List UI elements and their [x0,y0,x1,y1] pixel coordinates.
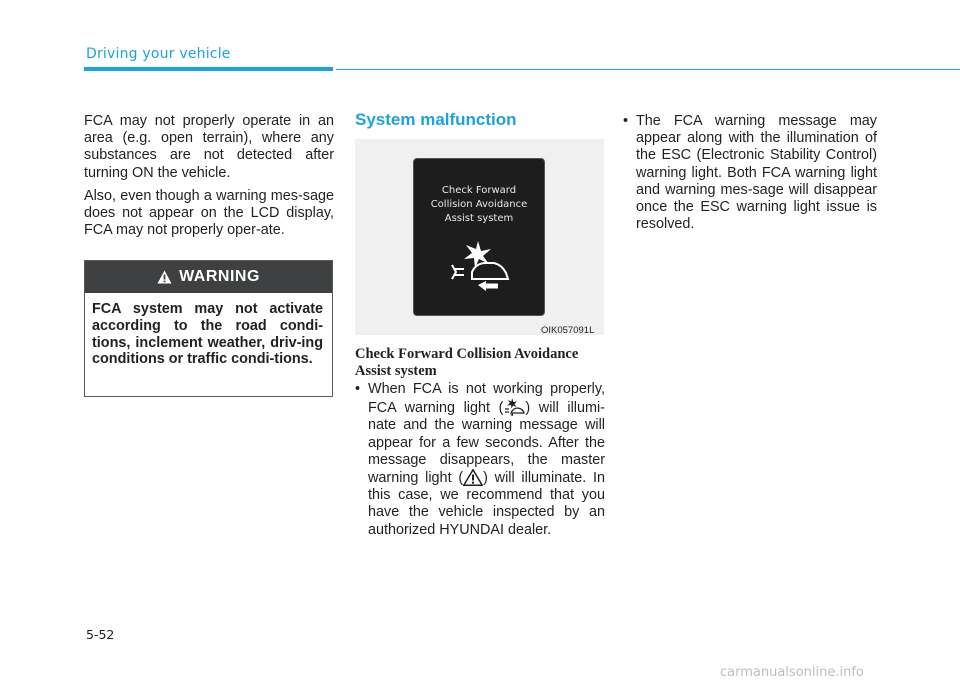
figure-code: OIK057091L [541,325,595,336]
header-accent-bar [84,67,333,71]
header-rule [336,69,960,70]
lcd-line-1: Check Forward [441,185,517,196]
warning-triangle-icon [157,270,172,284]
warning-header [85,261,332,293]
watermark: carmanualsonline.info [720,665,864,680]
bullet-text [368,381,605,539]
section-header-title: Driving your vehicle [86,46,231,62]
lcd-display [413,158,545,316]
lcd-message [414,184,544,226]
list-item [623,113,877,233]
bullet-text-part: ) will illuminate. In this case, we recommend that you have the vehicle inspected by an authorized HYUNDAI dealer. [368,470,605,538]
master-warning-triangle-icon [463,469,483,486]
warning-box [84,260,333,397]
paragraph-2: Also, even though a warning mes-sage does not appear on the LCD display, FCA may not properly oper-ate. [84,187,334,239]
column-1 [84,113,334,245]
subsection-title: Check Forward Collision Avoidance Assist system [355,346,579,379]
lcd-line-3: Assist system [444,213,514,224]
column-3 [623,113,877,233]
column-2-bullets [355,381,605,539]
bullet-text: The FCA warning message may appear along with the illumination of the ESC (Electronic Stability Control) warning light. Both FCA warning light and warning mes-sage will disappear once the ESC warning light issue is resolved. [636,113,877,233]
lcd-line-2: Collision Avoidance [430,199,528,210]
fca-collision-warning-icon [442,241,522,297]
cluster-figure [355,139,604,335]
section-title: System malfunction [355,110,517,129]
bullet-text-part: ) will illumi-nate and the warning message will appear for a few seconds. After the message disappears, the master warning light ( [368,400,605,487]
fca-warning-light-icon [503,398,525,416]
bullet-text-part: When FCA is not working properly, FCA warning light ( [368,381,605,417]
warning-title: WARNING [179,268,260,285]
bullet-dot: • [355,381,361,397]
list-item [355,381,605,539]
page-number: 5-52 [86,627,115,642]
paragraph-1: FCA may not properly operate in an area (e.g. open terrain), where any substances are not detected after turning ON the vehicle. [84,113,334,181]
bullet-dot: • [623,113,629,129]
warning-text: FCA system may not activate according to the road condi-tions, inclement weather, driv-ing conditions or traffic condi-tions. [92,301,323,368]
